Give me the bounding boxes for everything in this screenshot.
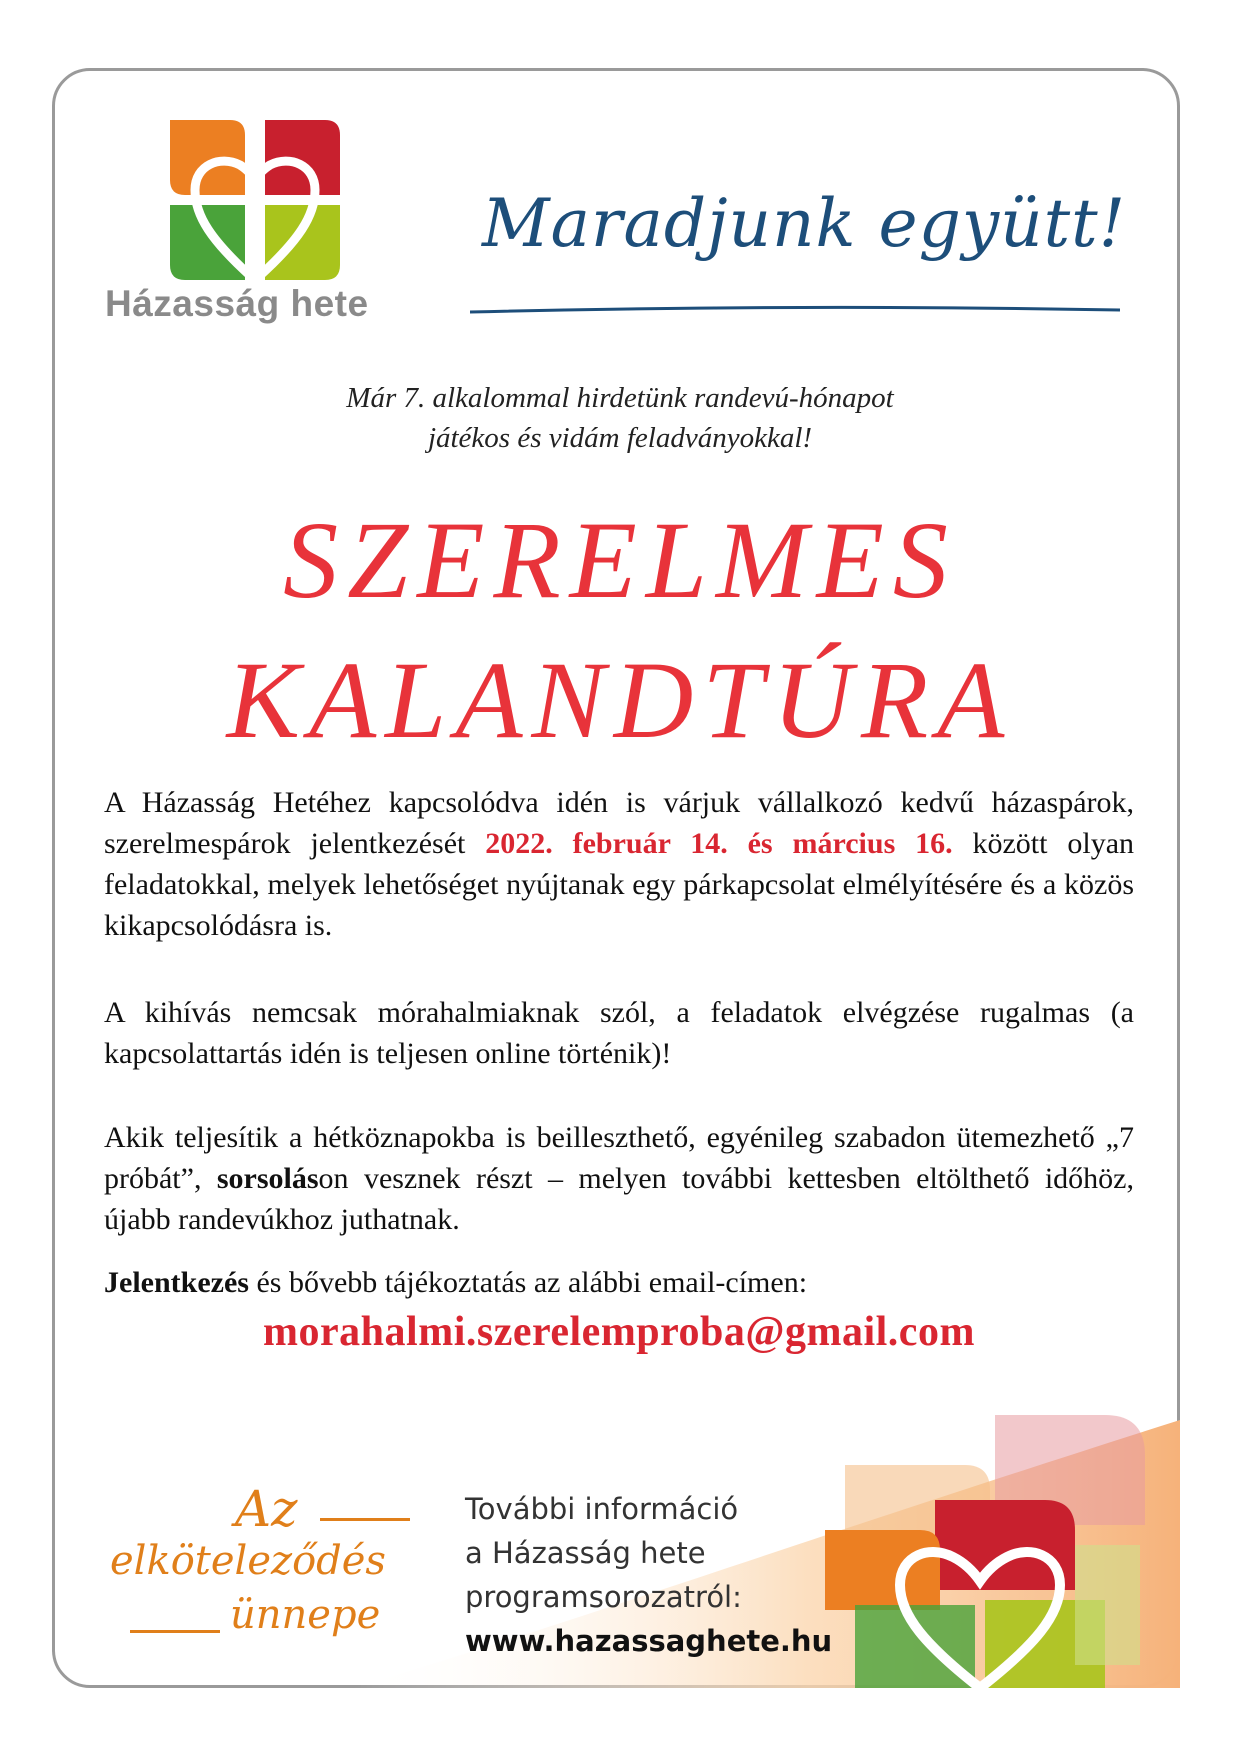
- p4-text: és bővebb tájékoztatás az alábbi email-címen:: [248, 1266, 808, 1299]
- paragraph-4: [104, 1262, 1134, 1303]
- p4-bold: Jelentkezés: [104, 1266, 249, 1299]
- paragraph-3: [104, 1117, 1134, 1240]
- intro-text: [200, 378, 1040, 458]
- info-line-3: programsorozatról:: [465, 1580, 742, 1614]
- slogan-underline: [470, 300, 1120, 320]
- hazassag-hete-logo: [170, 120, 340, 280]
- info-line-2: a Házasság hete: [465, 1536, 706, 1570]
- contact-email-link[interactable]: morahalmi.szerelemproba@gmail.com: [263, 1309, 975, 1355]
- paragraph-2: A kihívás nemcsak mórahalmiaknak szól, a feladatok elvégzése rugalmas (a kapcsolattartás idén is teljesen online történik)!: [104, 996, 1134, 1070]
- p3-text-b: on vesznek részt – melyen további kettesben eltölthető időhöz, újabb randevúkhoz juthatnak.: [104, 1162, 1134, 1236]
- logo-text: Házasság hete: [105, 283, 369, 324]
- tagline-line-2: elköteleződés: [110, 1538, 386, 1584]
- slogan: Maradjunk együtt!: [482, 185, 1127, 262]
- p3-text-a: Akik teljesítik a hétköznapokba is beilleszthető, egyénileg szabadon ütemezhető „7 próbát”,: [104, 1121, 1134, 1195]
- p1-text-b: között olyan feladatokkal, melyek lehetőséget nyújtanak egy párkapcsolat elmélyítésére és a közös kikapcsolódásra is.: [104, 827, 1135, 942]
- p3-bold: sorsolás: [216, 1162, 319, 1195]
- tagline-line-3: ünnepe: [230, 1592, 381, 1638]
- intro-line-1: Már 7. alkalommal hirdetünk randevú-hónapot: [346, 382, 894, 414]
- paragraph-1: [104, 782, 1134, 946]
- tagline-rule-1: [320, 1518, 410, 1521]
- headline-line-1: SZERELMES: [283, 499, 957, 621]
- footer-logo-art: [815, 1405, 1155, 1688]
- p1-dates: 2022. február 14. és március 16.: [485, 827, 953, 860]
- website-link[interactable]: www.hazassaghete.hu: [465, 1624, 833, 1658]
- tagline-rule-2: [130, 1630, 220, 1633]
- headline-line-2: KALANDTÚRA: [226, 639, 1014, 761]
- tagline-line-1: Az: [235, 1480, 298, 1538]
- p1-text-a: A Házasság Hetéhez kapcsolódva idén is várjuk vállalkozó kedvű házaspárok, szerelmespárok jelentkezését: [104, 786, 1134, 860]
- footer-info: [465, 1487, 832, 1663]
- footer-tagline: [100, 1480, 430, 1670]
- intro-line-2: játékos és vidám feladványokkal!: [427, 422, 813, 454]
- info-line-1: További információ: [465, 1492, 739, 1526]
